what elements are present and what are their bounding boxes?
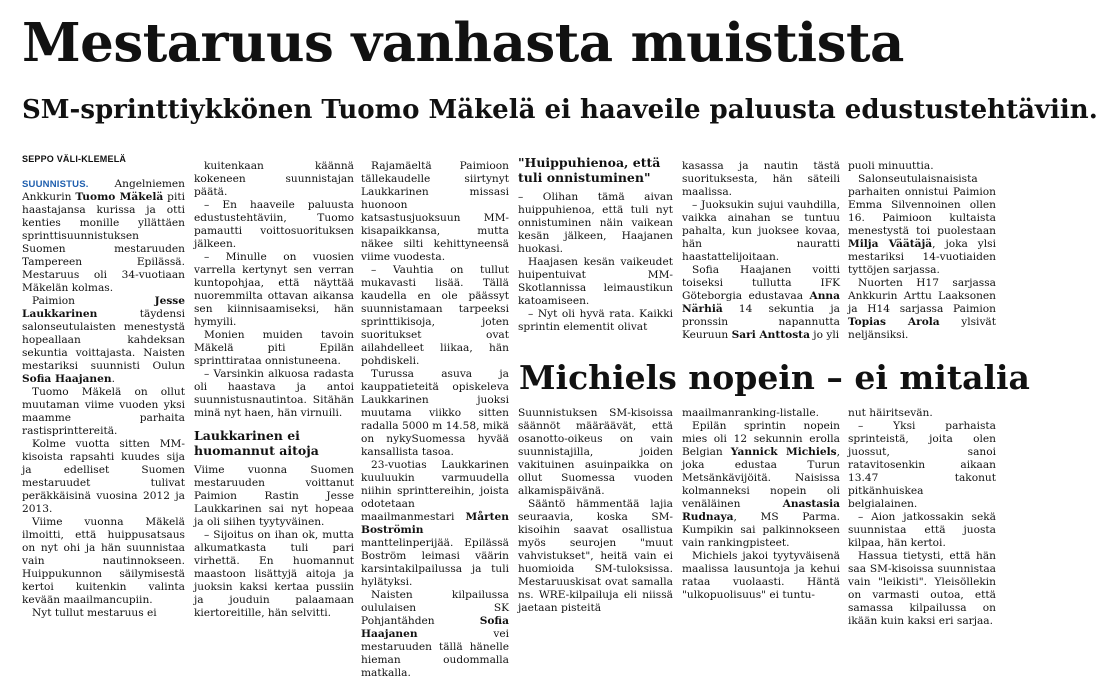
paragraph: Sääntö hämmentää lajia seuraavia, koska SM-kisoihin saavat osallistua myös seurojen "muut vahvistukset", heitä vain ei huomioida SM-tuloksissa. Mestaruuskisat ovat samalla ns. WRE-kilpailuja eli niissä jaetaan pisteitä bbox=[518, 498, 673, 614]
column-2b-paragraphs bbox=[194, 464, 354, 620]
paragraph: Turussa asuva ja kauppatieteitä opiskeleva Laukkarinen juoksi muutama viikko sitten radalla 5000 m 14.58, mikä on nykySuomessa hyvää kansallista tasoa. bbox=[361, 368, 509, 458]
headline: Mestaruus vanhasta muistista bbox=[22, 12, 904, 74]
paragraph: SUUNNISTUS. Angelniemen Ankkurin Tuomo Mäkelä piti haastajansa kurissa ja otti kenties monille yllättäen sprinttisuunnistuksen Suomen mestaruuden Tampereen Epilässä. Mestaruus oli 34-vuotiaan Mäkelän kolmas. bbox=[22, 178, 185, 294]
paragraph: kasassa ja nautin tästä suorituksesta, hän säteili maalissa. bbox=[682, 160, 840, 198]
name-highlight: Tuomo Mäkelä bbox=[75, 191, 164, 203]
name-highlight: Jesse Laukkarinen bbox=[22, 295, 185, 320]
paragraph: Michiels jakoi tyytyväisenä maalissa lausuntoja ja kehui rataa vuolaasti. Häntä "ulkopuolisuus" ei tuntu- bbox=[682, 550, 840, 601]
column-2-paragraphs bbox=[194, 160, 354, 420]
paragraph: – Sijoitus on ihan ok, mutta alkumatkasta tuli pari virhettä. En huomannut maastoon lisättyjä aitoja ja juoksin kaksi kertaa pussiin ja jouduin palaamaan kiertoreitille, hän selvitti. bbox=[194, 529, 354, 619]
paragraph: Paimion Jesse Laukkarinen täydensi salonseutulaisten menestystä hopeallaan kahdeksan sekuntia voittajasta. Naisten mestariksi suunnisti Oulun Sofia Haajanen. bbox=[22, 295, 185, 385]
column-4-paragraphs bbox=[518, 191, 673, 334]
name-highlight: Anna Närhiä bbox=[682, 290, 840, 315]
column-3-paragraphs bbox=[361, 160, 509, 680]
paragraph: Naisten kilpailussa oululaisen SK Pohjantähden Sofia Haajanen vei mestaruuden tällä hänelle hieman oudommalla matkalla. bbox=[361, 589, 509, 679]
subheadline: SM-sprinttiykkönen Tuomo Mäkelä ei haaveile paluusta edustustehtäviin. bbox=[22, 95, 1098, 125]
paragraph: nut häiritsevän. bbox=[848, 407, 933, 419]
name-highlight: Topias Arola bbox=[848, 316, 940, 328]
second-column-1-paragraphs bbox=[518, 407, 673, 615]
byline: SEPPO VÄLI-KLEMELÄ bbox=[22, 154, 127, 164]
second-column-3-paragraphs bbox=[848, 407, 996, 628]
paragraph: puoli minuuttia. bbox=[848, 160, 934, 172]
paragraph: Salonseutulaisnaisista parhaiten onnistui Paimion Emma Silvennoinen ollen 16. Paimioon kultaista menestystä toi puolestaan Milja Väätäjä, joka ylsi mestariksi 14-vuotiaiden tyttöjen sarjassa. bbox=[848, 173, 997, 276]
paragraph: Nuorten H17 sarjassa Ankkurin Arttu Laaksonen ja H14 sarjassa Paimion Topias Arola ylsivät neljänsiksi. bbox=[848, 277, 996, 341]
paragraph: Suunnistuksen SM-kisoissa säännöt määräävät, että osanotto-oikeus on vain suunnistajilla, joiden vakituinen asuinpaikka on ollut Suomessa vuoden alkamispäivänä. bbox=[518, 407, 673, 497]
column-1-paragraphs bbox=[22, 178, 185, 620]
article-column-4 bbox=[518, 155, 673, 355]
article-column-1 bbox=[22, 178, 185, 619]
second-article-column-3 bbox=[848, 407, 996, 627]
name-highlight: Sofia Haajanen bbox=[22, 373, 112, 385]
paragraph: kuitenkaan käännä kokeneen suunnistajan päätä. bbox=[194, 160, 354, 198]
paragraph: Sofia Haajanen voitti toiseksi tullutta IFK Göteborgia edustavaa Anna Närhiä 14 sekuntia ja pronssin napannutta Keuruun Sari Anttosta jo yli bbox=[682, 264, 840, 341]
paragraph: – Nyt oli hyvä rata. Kaikki sprintin elementit olivat bbox=[518, 308, 673, 333]
second-headline: Michiels nopein – ei mitalia bbox=[519, 358, 1030, 397]
paragraph: Epilän sprintin nopein mies oli 12 sekunnin erolla Belgian Yannick Michiels, joka edustaa Turun Metsänkävijöitä. Naisissa kolmanneksi nopein oli venäläinen Anastasia Rudnaya, MS Parma. Kumpikin sai palkinnokseen vain rankingpisteet. bbox=[682, 420, 841, 549]
article-column-2 bbox=[194, 160, 354, 619]
paragraph: – Yksi parhaista sprinteistä, joita olen juossut, sanoi ratavitosenkin aikaan 13.47 takonut pitkänhuiskea belgialainen. bbox=[848, 420, 996, 510]
name-highlight: Sofia Haajanen bbox=[361, 615, 509, 640]
name-highlight: Anastasia Rudnaya bbox=[682, 498, 840, 523]
paragraph: Nyt tullut mestaruus ei bbox=[32, 607, 157, 619]
name-highlight: Yannick Michiels bbox=[730, 446, 837, 458]
name-highlight: Sari Anttosta bbox=[731, 329, 810, 341]
name-highlight: Mårten Boströmin bbox=[361, 511, 509, 536]
article-column-3 bbox=[361, 160, 509, 679]
paragraph: – Minulle on vuosien varrella kertynyt sen verran kuntopohjaa, että näyttää nuoremmilta ottavan aikansa sen kiinnisaamiseksi, hän hymyili. bbox=[194, 251, 354, 328]
article-column-6 bbox=[848, 160, 996, 360]
paragraph: Viime vuonna Mäkelä ilmoitti, että huippusatsaus on nyt ohi ja hän suunnistaa vain nautinnokseen. Huippukunnon säilymisestä kertoi kuitenkin valinta kevään maailmancupiin. bbox=[22, 516, 185, 606]
column-6-paragraphs bbox=[848, 160, 996, 342]
paragraph: – Vauhtia on tullut mukavasti lisää. Tällä kaudella en ole päässyt suunnistamaan tarpeeksi sprinttikisoja, joten suoritukset ovat ailahdelleet liikaa, hän pohdiskeli. bbox=[361, 264, 509, 367]
article-column-5 bbox=[682, 160, 840, 360]
paragraph: – Olihan tämä aivan huippuhienoa, että tuli nyt onnistuminen näin vaikean kesän jälkeen, Haajanen huokasi. bbox=[518, 191, 673, 255]
paragraph: Rajamäeltä Paimioon tällekaudelle siirtynyt Laukkarinen missasi huonoon katsastusjuoksuun MM-kisapaikkansa, mutta näkee silti kehittyneensä viime vuodesta. bbox=[361, 160, 509, 263]
column-5-paragraphs bbox=[682, 160, 840, 342]
paragraph: maailmanranking-listalle. bbox=[682, 407, 820, 419]
paragraph: Hassua tietysti, että hän saa SM-kisoissa suunnistaa vain "leikisti". Yleisöllekin on varmasti outoa, että samassa kilpailussa on ikään kuin kaksi eri sarjaa. bbox=[848, 550, 996, 627]
paragraph: – En haaveile paluusta edustustehtäviin, Tuomo pamautti voittosuorituksen jälkeen. bbox=[194, 199, 354, 250]
second-article-column-2 bbox=[682, 407, 840, 600]
paragraph: Haajasen kesän vaikeudet huipentuivat MM-Skotlannissa leimaustikun katoamiseen. bbox=[518, 256, 673, 307]
kicker: SUUNNISTUS. bbox=[22, 179, 115, 190]
paragraph: Monien muiden tavoin Mäkelä piti Epilän sprinttirataa onnistuneena. bbox=[194, 329, 354, 367]
paragraph: – Juoksukin sujui vauhdilla, vaikka ainahan se tuntuu pahalta, kun juoksee kovaa, hän nauratti haastattelijoitaan. bbox=[682, 199, 840, 263]
paragraph: Kolme vuotta sitten MM-kisoista rapsahti kuudes sija ja edelliset Suomen mestaruudet tulivat peräkkäisinä vuosina 2012 ja 2013. bbox=[22, 438, 185, 515]
column-2-subheading: Laukkarinen ei huomannut aitoja bbox=[194, 428, 319, 458]
name-highlight: Milja Väätäjä bbox=[848, 238, 933, 250]
second-column-2-paragraphs bbox=[682, 407, 840, 602]
paragraph: Tuomo Mäkelä on ollut muutaman viime vuoden yksi maamme parhaita rastisprinttereitä. bbox=[22, 386, 185, 437]
paragraph: 23-vuotias Laukkarinen kuuluukin varmuudella niihin sprinttereihin, joista odotetaan maailmanmestari Mårten Boströmin manttelinperijää. Epilässä Boström leimasi väärin karsintakilpailussa ja tuli hylätyksi. bbox=[361, 459, 509, 588]
paragraph: Viime vuonna Suomen mestaruuden voittanut Paimion Rastin Jesse Laukkarinen sai nyt hopeaa ja oli siihen tyytyväinen. bbox=[194, 464, 354, 528]
paragraph: – Varsinkin alkuosa radasta oli haastava ja antoi suunnistusnautintoa. Sitähän minä nyt haen, hän virnuili. bbox=[194, 368, 354, 419]
second-article-column-1 bbox=[518, 407, 673, 614]
column-4-subheading: "Huippuhienoa, että tuli onnistuminen" bbox=[518, 155, 661, 185]
paragraph: – Aion jatkossakin sekä suunnistaa että juosta kilpaa, hän kertoi. bbox=[848, 511, 996, 549]
